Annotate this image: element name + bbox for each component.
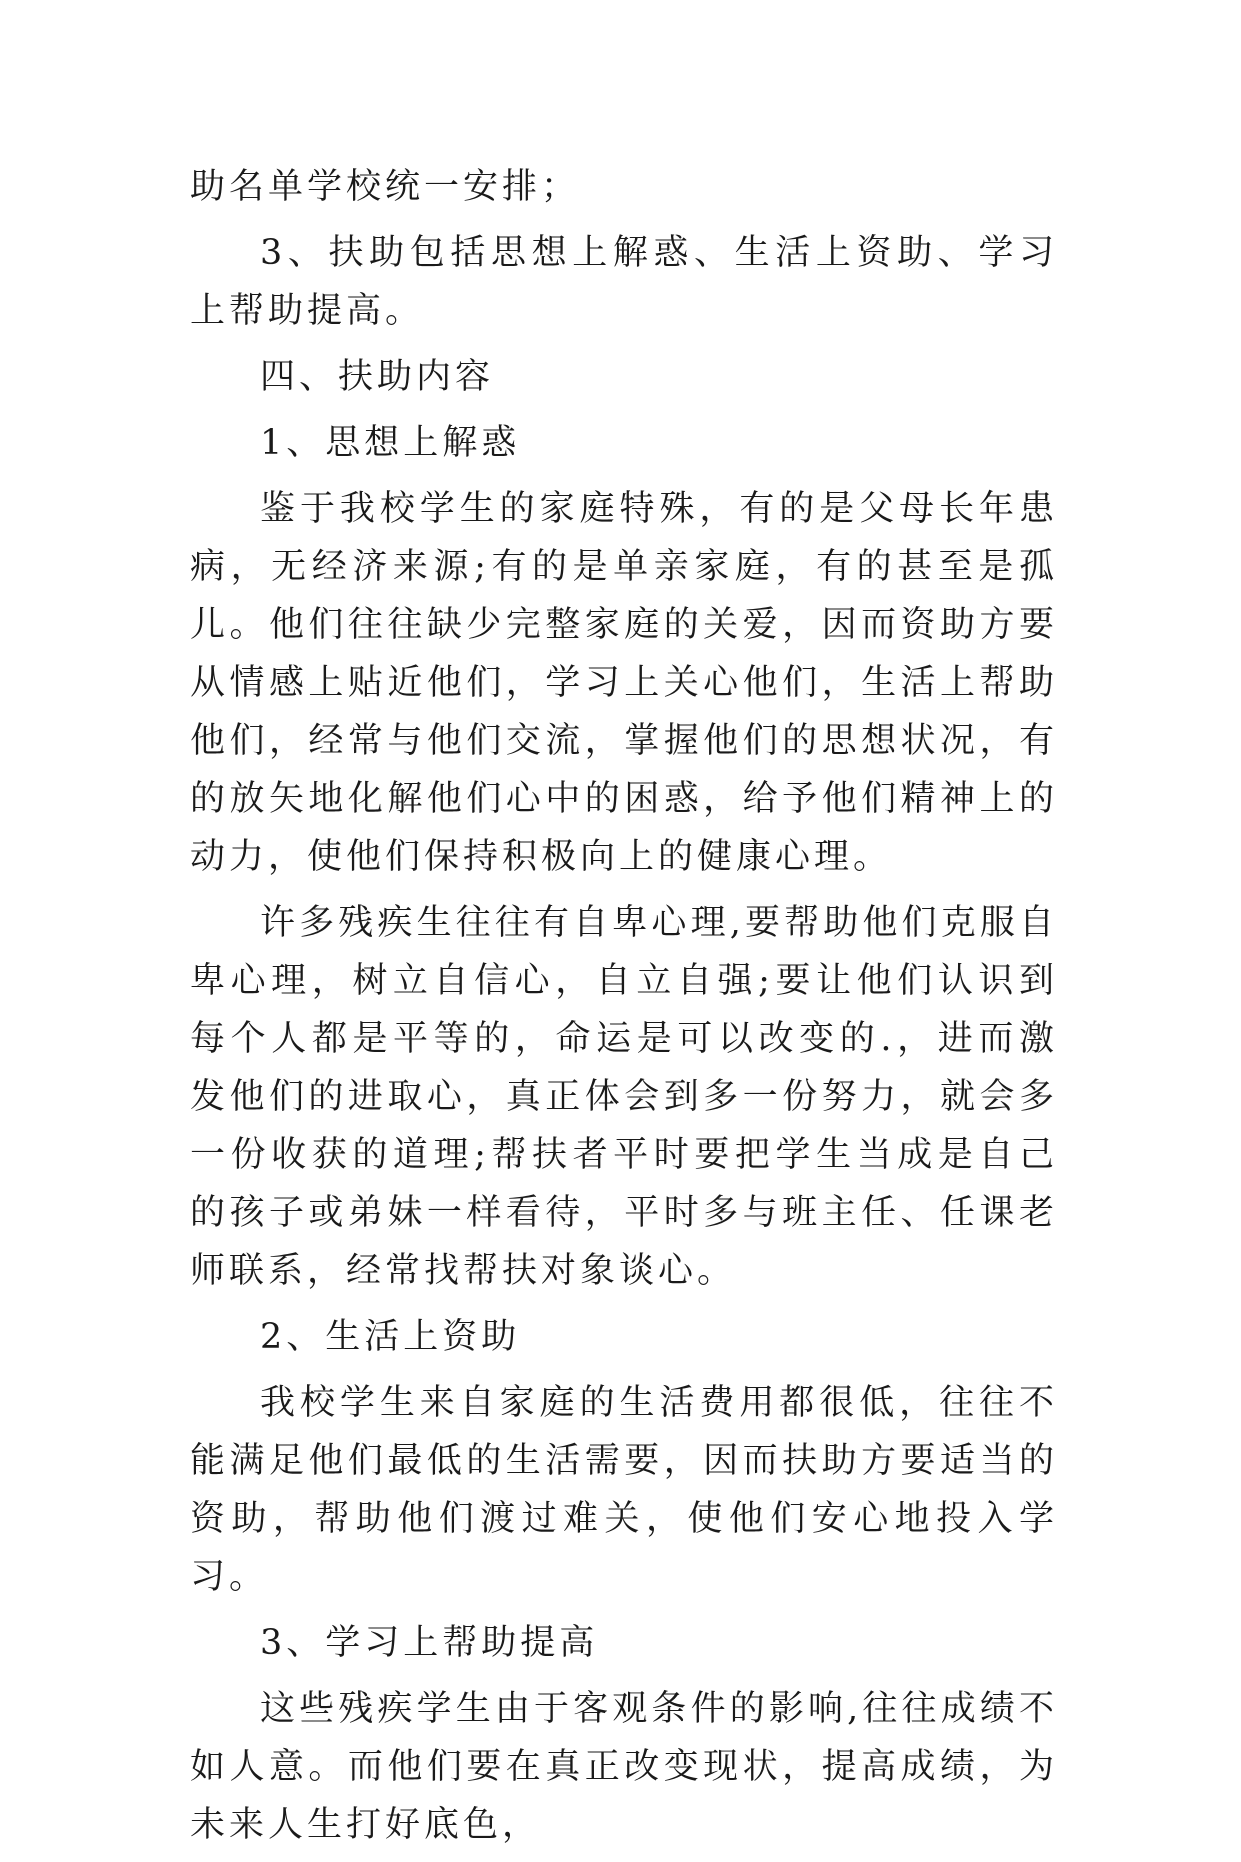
- subheading-2: 2、生活上资助: [260, 1317, 521, 1357]
- paragraph-body-2: 许多残疾生往往有自卑心理,要帮助他们克服自卑心理，树立自信心，自立自强;要让他们认识到每个人都是平等的，命运是可以改变的.，进而激发他们的进取心，真正体会到多一份努力，就会多一份收获的道理;帮扶者平时要把学生当成是自己的孩子或弟妹一样看待，平时多与班主任、任课老师联系，经常找帮扶对象谈心。: [190, 903, 1058, 1291]
- subheading-3: 3、学习上帮助提高: [260, 1623, 599, 1663]
- section-heading-4: 四、扶助内容: [260, 357, 495, 397]
- paragraph-body-4: 这些残疾学生由于客观条件的影响,往往成绩不如人意。而他们要在真正改变现状，提高成绩，为未来人生打好底色，: [190, 1689, 1058, 1845]
- subheading-1: 1、思想上解惑: [260, 423, 521, 463]
- paragraph-body-3: 我校学生来自家庭的生活费用都很低，往往不能满足他们最低的生活需要，因而扶助方要适当的资助，帮助他们渡过难关，使他们安心地投入学习。: [190, 1383, 1058, 1597]
- document-body: [190, 158, 1058, 1862]
- paragraph-item-3: 3、扶助包括思想上解惑、生活上资助、学习上帮助提高。: [190, 233, 1058, 331]
- paragraph-body-1: 鉴于我校学生的家庭特殊，有的是父母长年患病，无经济来源;有的是单亲家庭，有的甚至是孤儿。他们往往缺少完整家庭的关爱，因而资助方要从情感上贴近他们，学习上关心他们，生活上帮助他们，经常与他们交流，掌握他们的思想状况，有的放矢地化解他们心中的困惑，给予他们精神上的动力，使他们保持积极向上的健康心理。: [190, 489, 1058, 877]
- paragraph-continuation: 助名单学校统一安排；: [190, 167, 581, 207]
